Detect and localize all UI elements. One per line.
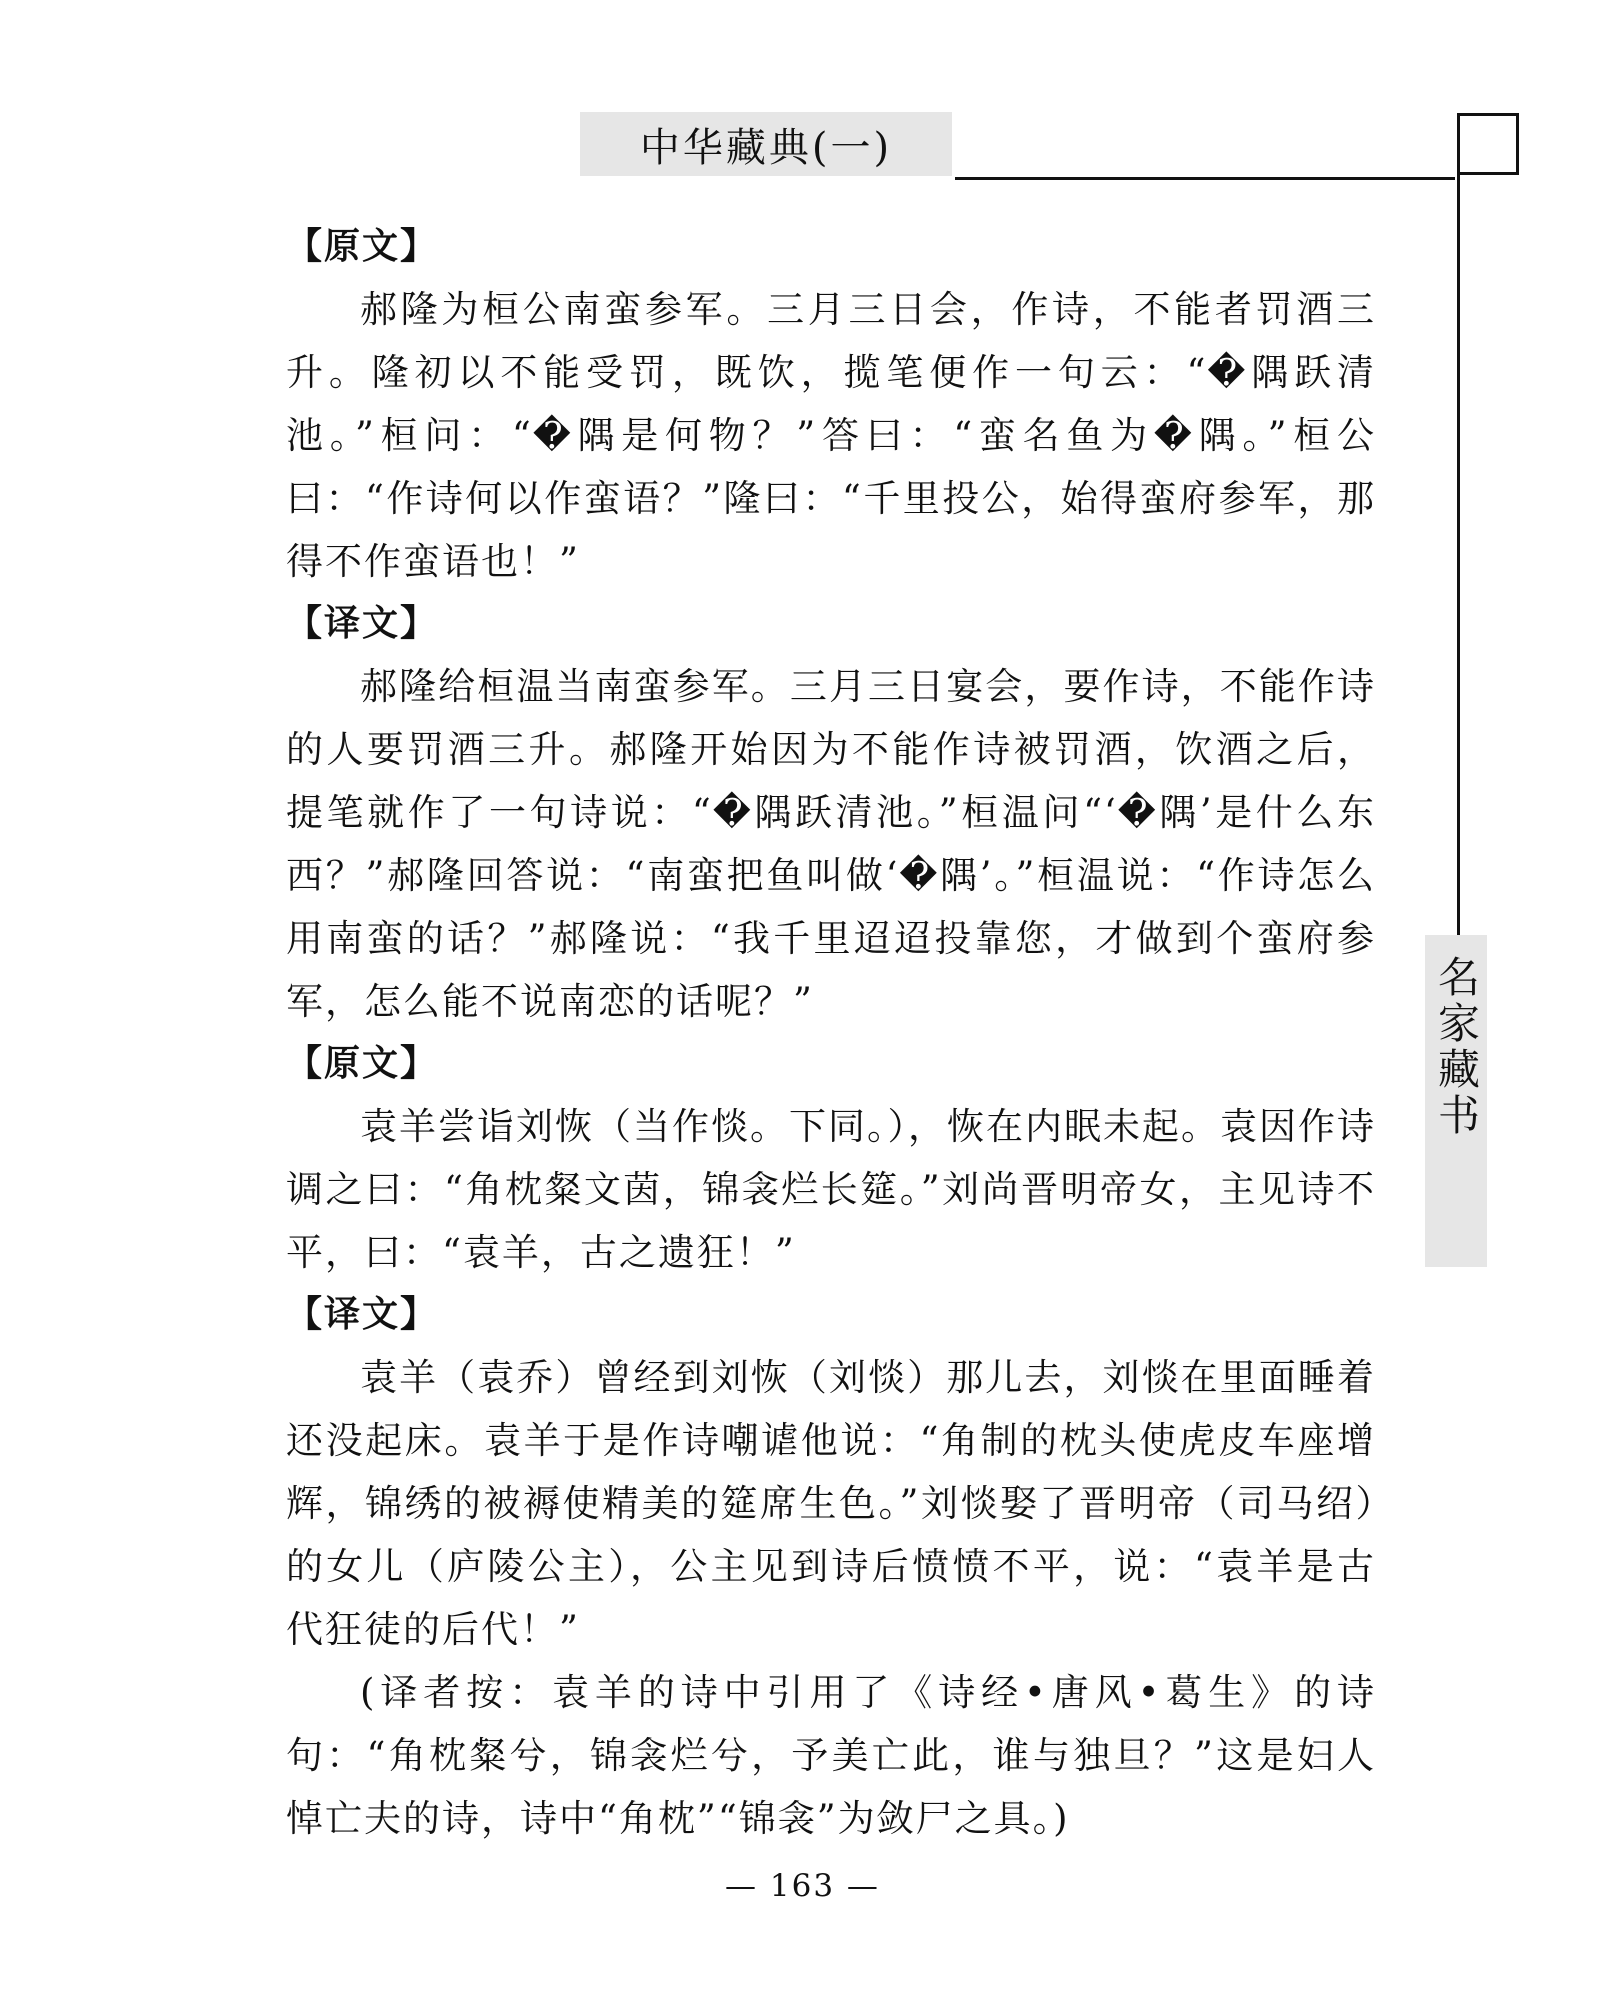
paragraph: 袁羊（袁乔）曾经到刘恢（刘惔）那儿去，刘惔在里面睡着还没起床。袁羊于是作诗嘲谑他说：“角制的枕头使虎皮车座增辉，锦绣的被褥使精美的筵席生色。”刘惔娶了晋明帝（司马绍）的女儿（庐陵公主），公主见到诗后愤愤不平，说：“袁羊是古代狂徒的后代！”: [286, 1356, 1376, 1651]
book-title: 中华藏典(一): [639, 124, 893, 171]
paragraph: 郝隆给桓温当南蛮参军。三月三日宴会，要作诗，不能作诗的人要罚酒三升。郝隆开始因为不能作诗被罚酒，饮酒之后，提笔就作了一句诗说：“�隅跃清池。”桓温问“‘�隅’是什么东西？”郝隆回答说：“南蛮把鱼叫做‘�隅’。”桓温说：“作诗怎么用南蛮的话？”郝隆说：“我千里迢迢投靠您，才做到个蛮府参军，怎么能不说南恋的话呢？”: [286, 665, 1376, 1023]
vertical-rule: [1457, 113, 1460, 935]
section-original-1: [286, 216, 1376, 593]
section-translation-2: [286, 1284, 1376, 1850]
translator-note: (译者按：袁羊的诗中引用了《诗经•唐风•葛生》的诗句：“角枕粲兮，锦衾烂兮，予美亡此，谁与独旦？”这是妇人悼亡夫的诗，诗中“角枕”“锦衾”为敛尸之具。): [286, 1671, 1376, 1840]
book-title-tab: [580, 112, 952, 176]
section-label: 【译文】: [286, 603, 439, 644]
corner-box-ornament: [1457, 113, 1519, 175]
page-number: — 163 —: [725, 1868, 880, 1904]
section-label: 【原文】: [286, 226, 439, 267]
section-translation-1: [286, 593, 1376, 1033]
side-tab-label: 名家藏书: [1432, 955, 1481, 1139]
section-label: 【译文】: [286, 1294, 439, 1335]
paragraph: 郝隆为桓公南蛮参军。三月三日会，作诗，不能者罚酒三升。隆初以不能受罚，既饮，揽笔便作一句云：“�隅跃清池。”桓问：“�隅是何物？”答曰：“蛮名鱼为�隅。”桓公曰：“作诗何以作蛮语？”隆曰：“千里投公，始得蛮府参军，那得不作蛮语也！”: [286, 288, 1376, 583]
section-original-2: [286, 1033, 1376, 1284]
section-label: 【原文】: [286, 1043, 439, 1084]
side-tab: [1425, 935, 1487, 1267]
header-rule: [955, 177, 1455, 180]
paragraph: 袁羊尝诣刘恢（当作惔。下同。），恢在内眠未起。袁因作诗调之曰：“角枕粲文茵，锦衾烂长筵。”刘尚晋明帝女，主见诗不平，曰：“袁羊，古之遗狂！”: [286, 1105, 1376, 1274]
main-content: [286, 216, 1376, 1850]
